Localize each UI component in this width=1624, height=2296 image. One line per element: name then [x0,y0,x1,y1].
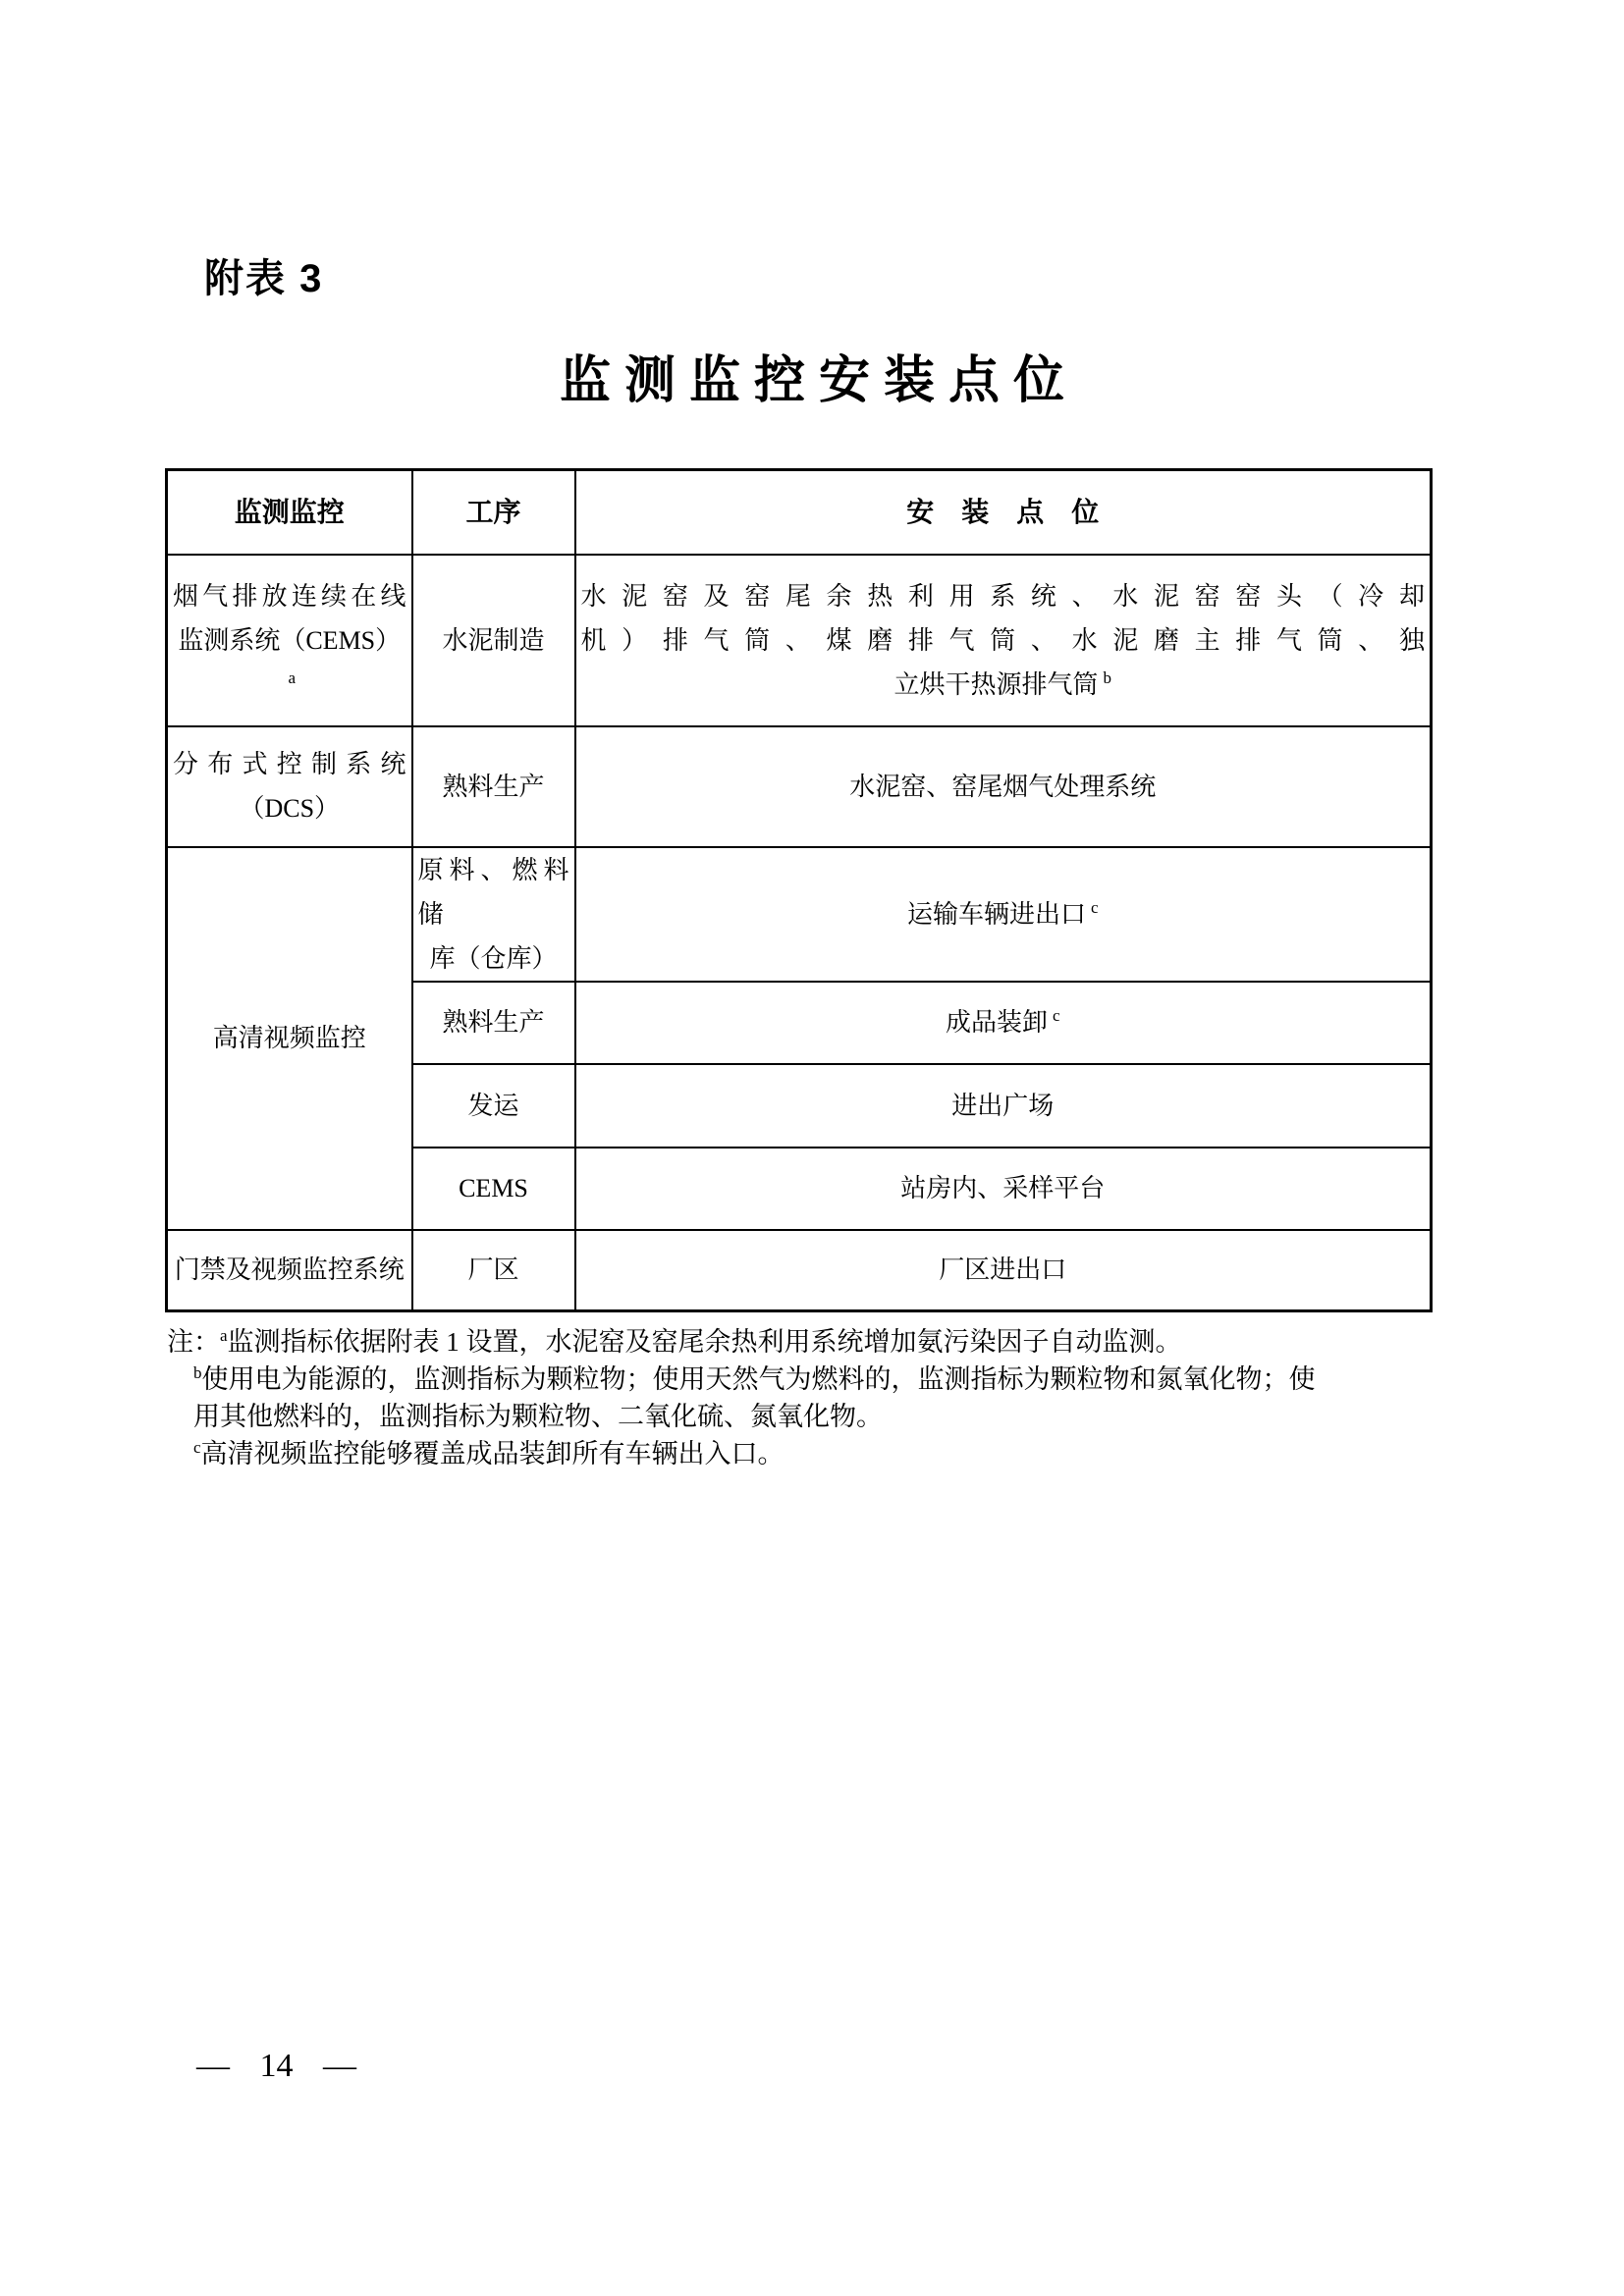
cell-location-plaza: 进出广场 [575,1064,1432,1148]
superscript-c: c [1090,897,1099,917]
page-title: 监测监控安装点位 [559,352,1078,409]
cell-process-storage [412,847,575,982]
cell-text: 水泥窑及窑尾余热利用系统、水泥窑窑头（冷却 [580,581,1425,611]
cell-location-plant-gate: 厂区进出口 [575,1230,1432,1311]
table-row [167,555,1432,726]
page-number: — 14 — [196,2048,356,2084]
cell-location-transport-gate [575,847,1432,982]
cell-text: 机）排气筒、煤磨排气筒、水泥磨主排气筒、独 [580,625,1425,655]
cell-text: 烟气排放连续在线 [173,581,406,611]
note-a [167,1323,1340,1361]
cell-text: 分布式控制系统 [173,750,406,778]
cell-process-clinker2: 熟料生产 [412,982,575,1064]
superscript-a: a [288,667,297,687]
note-a-body [220,1323,1182,1361]
cell-monitor-hd-video: 高清视频监控 [167,847,412,1230]
cell-text: 立烘干热源排气筒 [893,669,1099,699]
note-c [193,1435,1340,1472]
note-text: 监测指标依据附表 1 设置，水泥窑及窑尾余热利用系统增加氨污染因子自动监测。 [227,1327,1182,1357]
header-process: 工序 [412,470,575,555]
note-b [193,1361,1340,1435]
cell-process-cems: CEMS [412,1148,575,1230]
cell-text: （DCS） [239,794,341,823]
cell-monitor-access-control: 门禁及视频监控系统 [167,1230,412,1311]
cell-text [581,663,1426,707]
cell-process-shipping: 发运 [412,1064,575,1148]
superscript-b: b [193,1363,202,1382]
superscript-c: c [1052,1006,1060,1026]
cell-process-plant: 厂区 [412,1230,575,1311]
cell-text: 监测系统（CEMS） [178,625,402,655]
cell-process-cement-manufacture: 水泥制造 [412,555,575,726]
cell-text: 库（仓库） [429,943,558,973]
note-text: 使用电为能源的，监测指标为颗粒物；使用天然气为燃料的，监测指标为颗粒物和氮氧化物；使用其他燃料的，监测指标为颗粒物、二氧化硫、氮氧化物。 [193,1364,1316,1431]
cell-monitor-dcs [167,726,412,847]
table-row [167,726,1432,847]
note-label: 注： [167,1327,220,1357]
cell-monitor-cems [167,555,412,726]
cell-location-station: 站房内、采样平台 [575,1148,1432,1230]
header-monitor: 监测监控 [167,470,412,555]
note-text: 高清视频监控能够覆盖成品装卸所有车辆出入口。 [200,1439,785,1468]
cell-location-kiln: 水泥窑、窑尾烟气处理系统 [575,726,1432,847]
header-location: 安 装 点 位 [575,470,1432,555]
cell-process-clinker: 熟料生产 [412,726,575,847]
cell-text: 运输车辆进出口 [906,899,1086,929]
superscript-a: a [220,1326,228,1345]
cell-text: 成品装卸 [945,1008,1048,1037]
table-header-row [167,470,1432,555]
cell-location-stacks [575,555,1432,726]
table-row [167,1230,1432,1311]
superscript-c: c [193,1438,201,1457]
table-row [167,847,1432,982]
cell-text: 原料、燃料储 [417,855,569,929]
monitoring-points-table [165,468,1433,1312]
appendix-label: 附表 3 [204,257,324,300]
table-notes [167,1323,1340,1472]
superscript-b: b [1103,667,1111,687]
cell-text [173,618,406,707]
cell-location-loading [575,982,1432,1064]
